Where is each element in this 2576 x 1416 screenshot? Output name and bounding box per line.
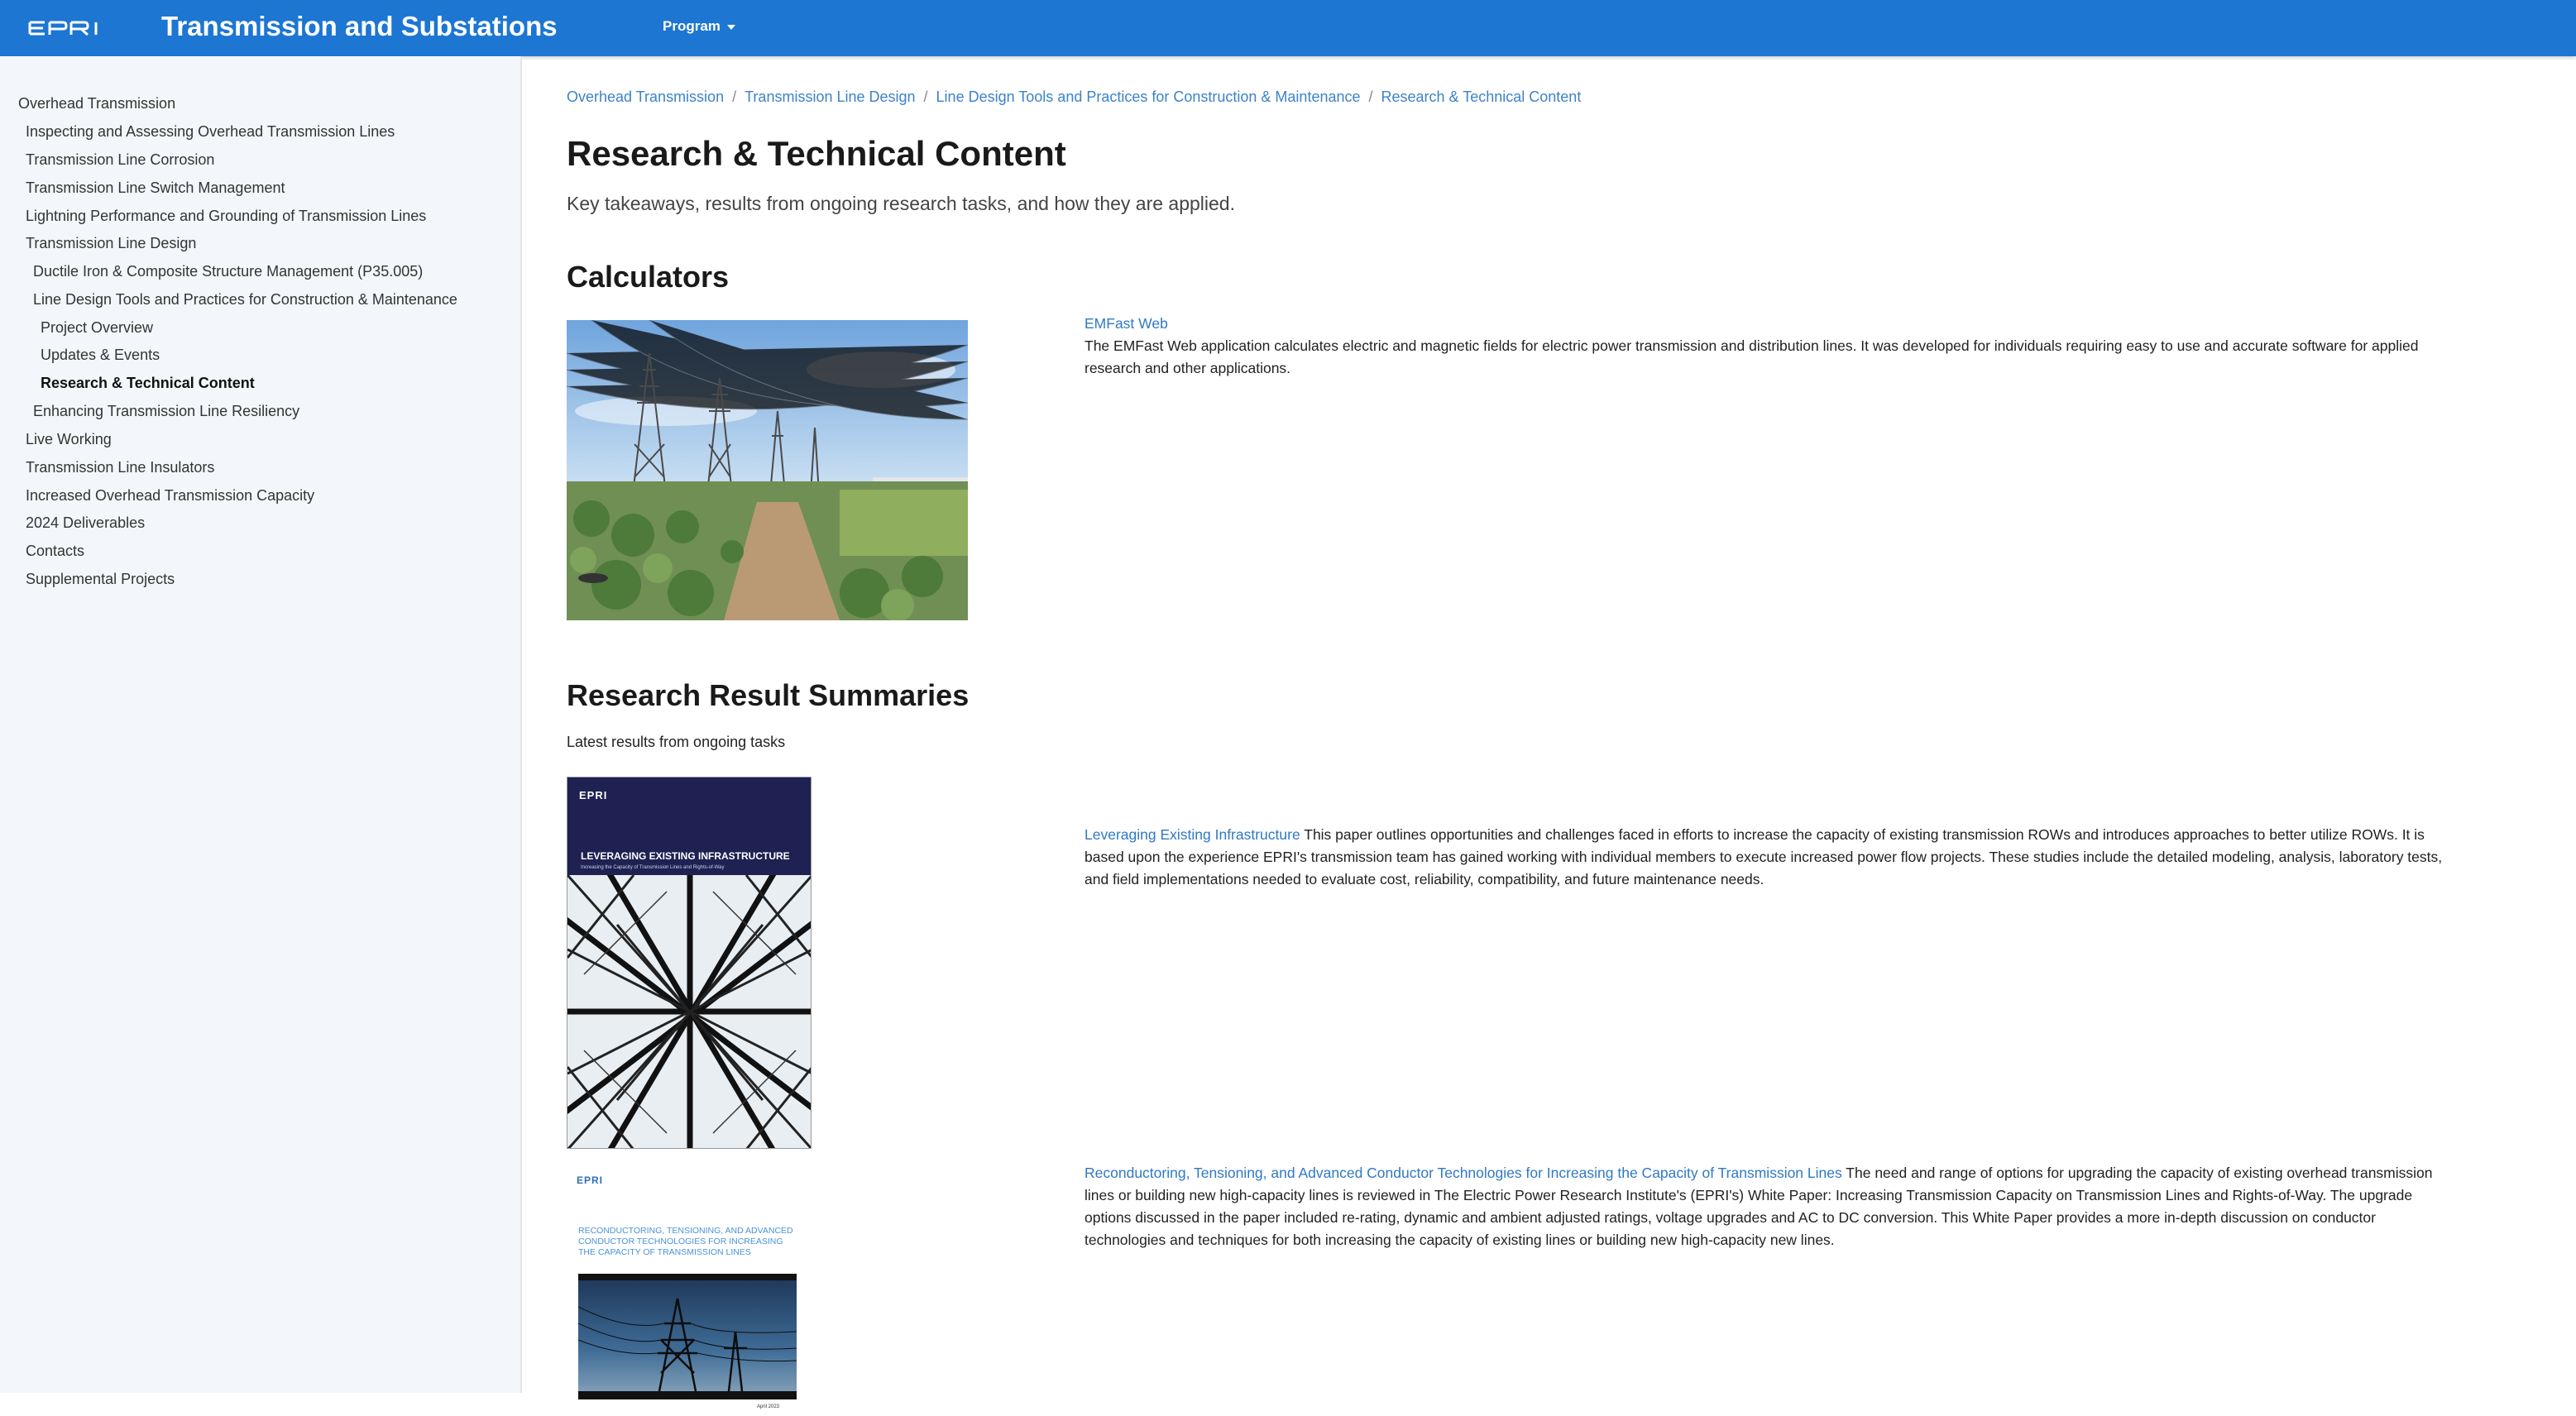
- breadcrumb-line-design-tools[interactable]: Line Design Tools and Practices for Construction & Maintenance: [936, 88, 1361, 105]
- cover-date: April 2023: [757, 1404, 780, 1409]
- breadcrumb-current-page[interactable]: Research & Technical Content: [1381, 88, 1582, 105]
- breadcrumb-separator: /: [1368, 88, 1373, 105]
- research-summaries-note: Latest results from ongoing tasks: [567, 734, 786, 750]
- breadcrumb-line-design[interactable]: Transmission Line Design: [745, 88, 916, 105]
- emfast-web-link[interactable]: EMFast Web: [1085, 315, 1168, 332]
- leveraging-infrastructure-cover[interactable]: [567, 777, 812, 1149]
- program-menu[interactable]: [663, 17, 735, 36]
- sidebar-item-inspecting[interactable]: Inspecting and Assessing Overhead Transmission Lines: [26, 123, 395, 140]
- sidebar-item-2024-deliverables[interactable]: 2024 Deliverables: [26, 514, 146, 531]
- sidebar-item-resiliency[interactable]: Enhancing Transmission Line Resiliency: [33, 403, 300, 419]
- page-title: Research & Technical Content: [567, 134, 1066, 173]
- main-content: [523, 56, 2576, 1409]
- reconductoring-link[interactable]: Reconductoring, Tensioning, and Advanced Conductor Technologies for Increasing the Capacity of Transmission Lines: [1085, 1165, 1842, 1181]
- sidebar-item-project-overview[interactable]: Project Overview: [41, 319, 154, 336]
- reconductoring-description: The need and range of options for upgrading the capacity of existing overhead transmission lines or building new high-capacity lines is reviewed in The Electric Power Research Institute's (EPRI's) White Paper: Increasing Transmission Capacity on Transmission Lines and Rights-of-Way. The upgrade options discussed in the paper included re-rating, dynamic and ambient adjusted ratings, voltage upgrades and AC to DC conversion. This White Paper provides a more in-depth discussion on conductor technologies and techniques for both increasing the capacity of existing lines or building new high-capacity new lines.: [1085, 1165, 2433, 1248]
- transmission-towers-photo: [567, 320, 968, 620]
- cover-subtitle: Increasing the Capacity of Transmission Lines and Rights-of-Way: [581, 865, 725, 870]
- leveraging-infrastructure-description: This paper outlines opportunities and challenges faced in efforts to increase the capacity of existing transmission ROWs and introduces approaches to better utilize ROWs. It is based upon the experience EPRI's transmission team has gained working with individual members to execute increased power flow projects. These studies include the detailed modeling, analysis, laboratory tests, and field implementations needed to evaluate cost, reliability, compatibility, and future maintenance needs.: [1085, 826, 2443, 887]
- sidebar-item-updates-events[interactable]: Updates & Events: [41, 347, 160, 363]
- program-menu-label: Program: [663, 18, 721, 34]
- sidebar-item-overhead-transmission[interactable]: Overhead Transmission: [18, 95, 176, 112]
- cover-brand: EPRI: [579, 789, 608, 801]
- emfast-thumbnail[interactable]: [567, 320, 968, 620]
- cover-title: RECONDUCTORING, TENSIONING, AND ADVANCED CONDUCTOR TECHNOLOGIES FOR INCREASING THE CAPACITY OF TRANSMISSION LINES: [578, 1226, 793, 1257]
- sidebar-item-live-working[interactable]: Live Working: [26, 431, 112, 447]
- sidebar-item-lightning[interactable]: Lightning Performance and Grounding of Transmission Lines: [26, 208, 427, 224]
- breadcrumb-separator: /: [732, 88, 737, 105]
- cover-brand: EPRI: [577, 1174, 604, 1186]
- leveraging-infrastructure-link[interactable]: Leveraging Existing Infrastructure: [1085, 826, 1300, 843]
- breadcrumb-overhead-transmission[interactable]: Overhead Transmission: [567, 88, 725, 105]
- lattice-tower-photo: [567, 875, 812, 1149]
- sidebar-item-switch-management[interactable]: Transmission Line Switch Management: [26, 179, 285, 196]
- emfast-web-description: The EMFast Web application calculates electric and magnetic fields for electric power transmission and distribution lines. It was developed for individuals requiring easy to use and accurate software for applied research and other applications.: [1085, 337, 2419, 376]
- page-subtitle: Key takeaways, results from ongoing research tasks, and how they are applied.: [567, 193, 1235, 214]
- app-title[interactable]: Transmission and Substations: [161, 11, 558, 41]
- sidebar-item-research-technical-content[interactable]: Research & Technical Content: [41, 375, 255, 391]
- reconductoring-cover[interactable]: [567, 1168, 812, 1416]
- sidebar-item-ductile-iron[interactable]: Ductile Iron & Composite Structure Management (P35.005): [33, 263, 424, 280]
- sidebar-item-corrosion[interactable]: Transmission Line Corrosion: [26, 151, 215, 168]
- calculators-heading: Calculators: [567, 260, 730, 294]
- research-entry-leveraging: [1085, 824, 2449, 891]
- sidebar-item-line-design-tools[interactable]: Line Design Tools and Practices for Construction & Maintenance: [33, 291, 457, 308]
- sidebar-item-increased-capacity[interactable]: Increased Overhead Transmission Capacity: [26, 487, 315, 504]
- calculator-entry-emfast: [1085, 313, 2449, 380]
- sidebar-item-contacts[interactable]: Contacts: [26, 543, 85, 559]
- research-entry-reconductoring: [1085, 1162, 2449, 1251]
- sidebar-item-insulators[interactable]: Transmission Line Insulators: [26, 459, 215, 476]
- research-summaries-heading: Research Result Summaries: [567, 678, 970, 712]
- caret-down-icon: [727, 25, 735, 30]
- sidebar-item-supplemental-projects[interactable]: Supplemental Projects: [26, 571, 175, 587]
- top-bar: [0, 0, 2576, 56]
- power-lines-photo: [578, 1274, 797, 1399]
- breadcrumb-separator: /: [923, 88, 928, 105]
- breadcrumb: [567, 86, 1581, 108]
- cover-title: LEVERAGING EXISTING INFRASTRUCTURE: [581, 850, 790, 862]
- sidebar-item-line-design[interactable]: Transmission Line Design: [26, 235, 197, 251]
- epri-logo[interactable]: [28, 18, 104, 38]
- sidebar-nav: [0, 56, 522, 1393]
